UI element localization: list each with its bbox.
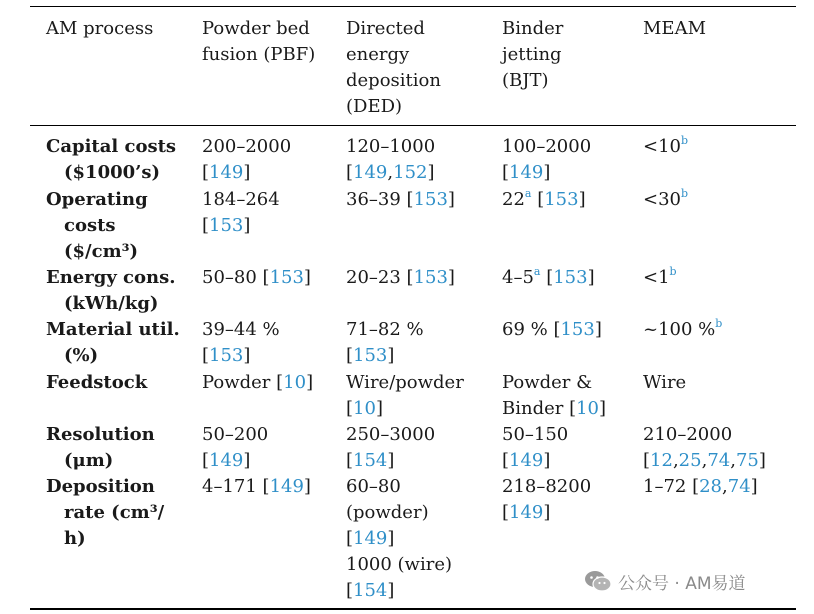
text-line: [153] xyxy=(202,345,251,366)
cell-capital-pbf xyxy=(202,134,291,186)
text-line: Operating xyxy=(46,189,148,210)
text-line: Powder & xyxy=(502,372,593,393)
reference-link[interactable]: 153 xyxy=(413,267,448,288)
text-line: [149] xyxy=(502,450,551,471)
text-line: Powder bed xyxy=(202,18,310,39)
text-line: 200–2000 xyxy=(202,136,292,157)
text-line: 22$^a$ [153] xyxy=(502,187,586,210)
text-line: energy xyxy=(346,44,410,65)
watermark-text: 公众号 · AM易道 xyxy=(618,573,746,594)
text-line: 50–150 xyxy=(502,424,569,445)
cell-deposition-pbf xyxy=(202,474,311,500)
text-line: 4–171 [149] xyxy=(202,476,311,497)
text-line: ~100 %$^b$ xyxy=(643,317,723,340)
text-line: [149] xyxy=(202,162,251,183)
text-line: 39–44 % xyxy=(202,319,280,340)
text-line: 71–82 % xyxy=(346,319,424,340)
reference-link[interactable]: 149 xyxy=(209,450,244,471)
text-line: (BJT) xyxy=(502,70,549,91)
text-line: 50–80 [153] xyxy=(202,267,311,288)
cell-feedstock-ded xyxy=(346,370,464,422)
reference-link[interactable]: 149 xyxy=(269,476,304,497)
reference-link[interactable]: 153 xyxy=(209,345,244,366)
text-line: 120–1000 xyxy=(346,136,436,157)
text-line: 60–80 xyxy=(346,476,401,497)
cell-operating-bjt xyxy=(502,187,586,213)
cell-capital-ded xyxy=(346,134,435,186)
text-line: jetting xyxy=(502,44,562,65)
cell-operating-meam xyxy=(643,187,688,213)
header-bjt xyxy=(502,16,563,94)
reference-link[interactable]: 10 xyxy=(353,398,376,419)
reference-link[interactable]: 154 xyxy=(353,580,388,601)
reference-link[interactable]: 149 xyxy=(509,162,544,183)
cell-material-pbf xyxy=(202,317,280,369)
text-line: AM process xyxy=(46,18,154,39)
header-meam xyxy=(643,16,706,42)
text-line: 50–200 xyxy=(202,424,269,445)
reference-link[interactable]: 149 xyxy=(353,528,388,549)
text-line: <1$^b$ xyxy=(643,265,677,288)
reference-link[interactable]: 75 xyxy=(735,450,759,471)
text-line: 100–2000 xyxy=(502,136,592,157)
cell-deposition-ded xyxy=(346,474,452,604)
text-line: [149] xyxy=(202,450,251,471)
row-label-resolution xyxy=(46,422,155,474)
text-line: Material util. xyxy=(46,319,180,340)
text-line: (μm) xyxy=(64,450,114,471)
footnote-marker[interactable]: b xyxy=(669,265,677,278)
table-bottom-rule xyxy=(30,608,796,610)
cell-resolution-meam xyxy=(643,422,766,474)
wechat-icon xyxy=(584,569,612,593)
row-label-energy-cons xyxy=(46,265,176,317)
text-line: Directed xyxy=(346,18,425,39)
reference-link[interactable]: 10 xyxy=(283,372,307,393)
row-label-feedstock xyxy=(46,370,147,396)
reference-link[interactable]: 153 xyxy=(353,345,388,366)
text-line: ($/cm³) xyxy=(64,241,139,262)
row-label-material-util xyxy=(46,317,180,369)
text-line: <10$^b$ xyxy=(643,134,689,157)
text-line: [154] xyxy=(346,580,395,601)
footnote-marker[interactable]: b xyxy=(681,187,689,200)
footnote-marker[interactable]: b xyxy=(681,134,689,147)
text-line: fusion (PBF) xyxy=(202,44,316,65)
row-label-deposition-rate xyxy=(46,474,164,552)
reference-link[interactable]: 152 xyxy=(393,162,428,183)
reference-link[interactable]: 74 xyxy=(727,476,751,497)
text-line: rate (cm³/ xyxy=(64,502,165,523)
text-line: [149] xyxy=(502,502,551,523)
cell-material-bjt xyxy=(502,317,602,343)
cell-energy-pbf xyxy=(202,265,311,291)
text-line: ($1000’s) xyxy=(64,162,161,183)
text-line: (%) xyxy=(64,345,99,366)
text-line: <30$^b$ xyxy=(643,187,689,210)
cell-operating-pbf xyxy=(202,187,280,239)
reference-link[interactable]: 149 xyxy=(353,162,388,183)
reference-link[interactable]: 153 xyxy=(209,215,244,236)
text-line: h) xyxy=(64,528,86,549)
cell-energy-bjt xyxy=(502,265,595,291)
reference-link[interactable]: 10 xyxy=(576,398,600,419)
text-line: [154] xyxy=(346,450,395,471)
text-line: [149,152] xyxy=(346,162,435,183)
footnote-marker[interactable]: a xyxy=(524,187,532,200)
text-line: 210–2000 xyxy=(643,424,733,445)
header-pbf xyxy=(202,16,315,68)
watermark xyxy=(584,568,746,594)
cell-resolution-ded xyxy=(346,422,435,474)
text-line: [12,25,74,75] xyxy=(643,450,766,471)
row-label-operating-costs xyxy=(46,187,148,265)
text-line: (kWh/kg) xyxy=(64,293,159,314)
text-line: (DED) xyxy=(346,96,403,117)
reference-link[interactable]: 149 xyxy=(209,162,244,183)
text-line: 1000 (wire) xyxy=(346,554,452,575)
text-line: [10] xyxy=(346,398,383,419)
text-line: Resolution xyxy=(46,424,155,445)
cell-energy-meam xyxy=(643,265,677,291)
text-line: 4–5$^a$ [153] xyxy=(502,265,595,288)
text-line: Powder [10] xyxy=(202,372,314,393)
reference-link[interactable]: 12 xyxy=(650,450,673,471)
text-line: Wire xyxy=(643,372,687,393)
reference-link[interactable]: 153 xyxy=(553,267,588,288)
reference-link[interactable]: 25 xyxy=(678,450,702,471)
text-line: 1–72 [28,74] xyxy=(643,476,758,497)
table-header-rule xyxy=(30,125,796,126)
footnote-marker[interactable]: b xyxy=(715,317,723,330)
cell-material-ded xyxy=(346,317,424,369)
text-line: [149] xyxy=(502,162,551,183)
cell-capital-meam xyxy=(643,134,688,160)
row-label-capital-costs xyxy=(46,134,176,186)
reference-link[interactable]: 153 xyxy=(413,189,448,210)
text-line: [153] xyxy=(346,345,395,366)
text-line: 250–3000 xyxy=(346,424,436,445)
text-line: 69 % [153] xyxy=(502,319,602,340)
reference-link[interactable]: 153 xyxy=(269,267,304,288)
reference-link[interactable]: 149 xyxy=(509,502,544,523)
text-line: [153] xyxy=(202,215,251,236)
cell-feedstock-pbf xyxy=(202,370,313,396)
cell-deposition-meam xyxy=(643,474,758,500)
cell-material-meam xyxy=(643,317,722,343)
text-line: Deposition xyxy=(46,476,155,497)
cell-capital-bjt xyxy=(502,134,591,186)
text-line: 184–264 xyxy=(202,189,280,210)
text-line: Wire/powder xyxy=(346,372,464,393)
cell-resolution-pbf xyxy=(202,422,268,474)
text-line: Capital costs xyxy=(46,136,177,157)
reference-link[interactable]: 28 xyxy=(699,476,723,497)
text-line: Energy cons. xyxy=(46,267,176,288)
cell-resolution-bjt xyxy=(502,422,568,474)
cell-feedstock-meam xyxy=(643,370,686,396)
cell-operating-ded xyxy=(346,187,455,213)
text-line: (powder) xyxy=(346,502,429,523)
cell-deposition-bjt xyxy=(502,474,591,526)
reference-link[interactable]: 74 xyxy=(707,450,731,471)
text-line: 36–39 [153] xyxy=(346,189,455,210)
text-line: [149] xyxy=(346,528,395,549)
text-line: Feedstock xyxy=(46,372,148,393)
cell-feedstock-bjt xyxy=(502,370,606,422)
text-line: Binder xyxy=(502,18,564,39)
text-line: MEAM xyxy=(643,18,706,39)
text-line: 20–23 [153] xyxy=(346,267,455,288)
reference-link[interactable]: 154 xyxy=(353,450,388,471)
footnote-marker[interactable]: a xyxy=(533,265,541,278)
text-line: costs xyxy=(64,215,116,236)
reference-link[interactable]: 149 xyxy=(509,450,544,471)
header-ded xyxy=(346,16,441,120)
header-am-process xyxy=(46,16,153,42)
text-line: deposition xyxy=(346,70,441,91)
text-line: Binder [10] xyxy=(502,398,607,419)
reference-link[interactable]: 153 xyxy=(544,189,579,210)
text-line: 218–8200 xyxy=(502,476,592,497)
cell-energy-ded xyxy=(346,265,455,291)
reference-link[interactable]: 153 xyxy=(560,319,595,340)
table-top-rule xyxy=(30,6,796,7)
